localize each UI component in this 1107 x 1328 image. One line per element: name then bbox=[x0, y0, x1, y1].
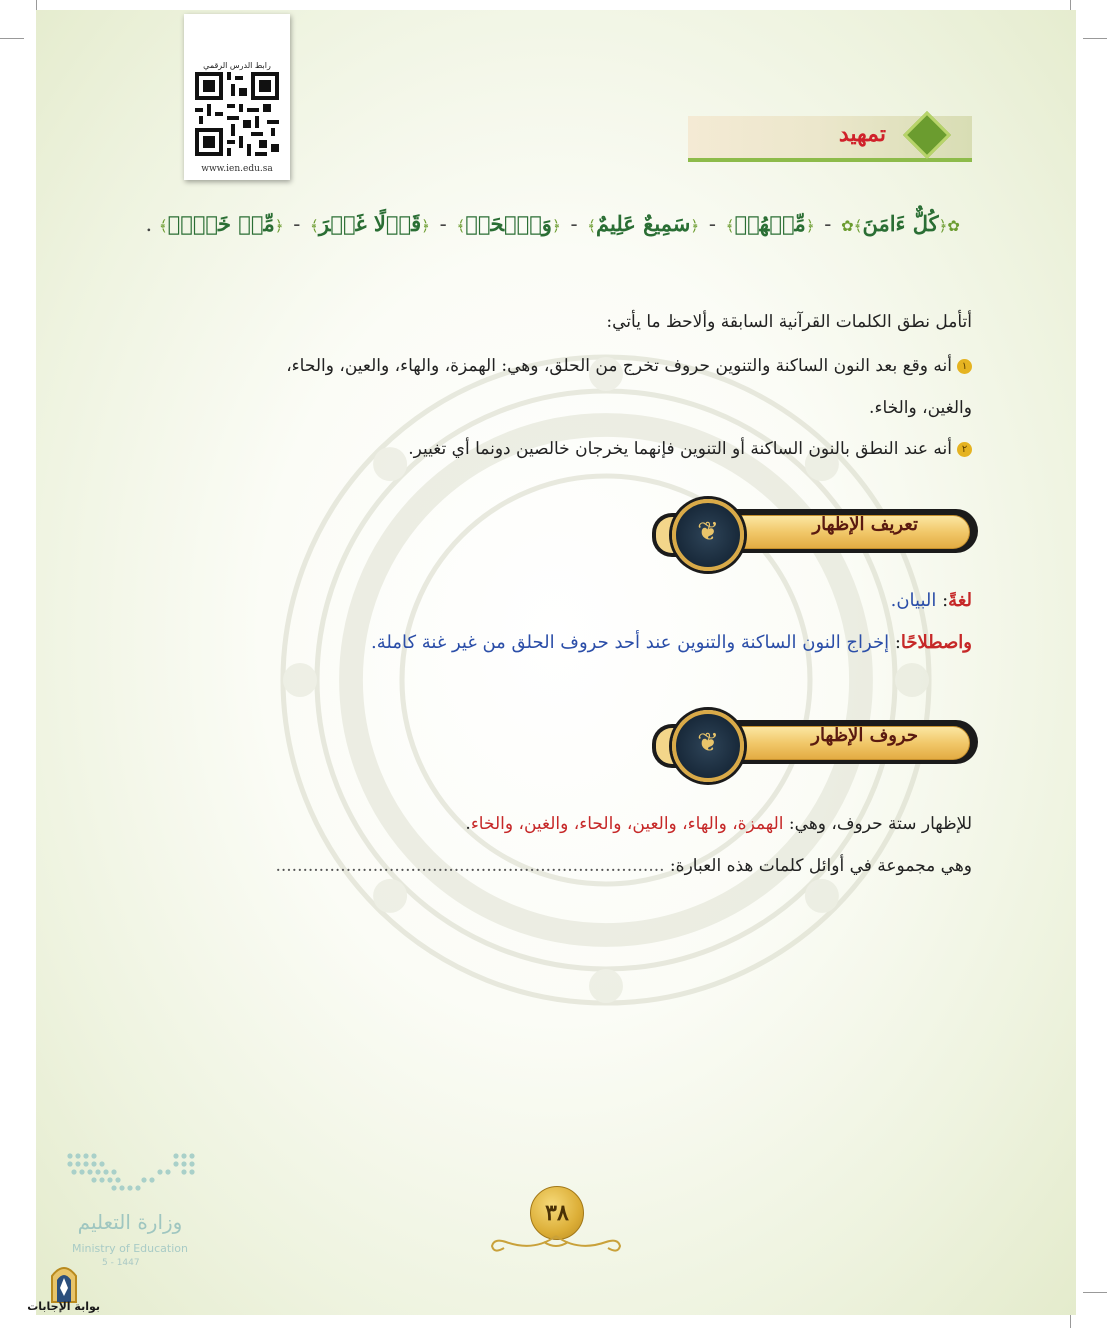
istilah-definition bbox=[371, 632, 972, 653]
grape-vine-medallion-icon: ❦ bbox=[672, 499, 744, 571]
quran-separator: - bbox=[439, 212, 447, 236]
grape-vine-medallion-icon: ❦ bbox=[672, 710, 744, 782]
qr-code-icon[interactable] bbox=[195, 72, 279, 156]
lugha-value: البيان. bbox=[890, 590, 937, 611]
letters-end: . bbox=[465, 814, 471, 834]
page-number-ornament bbox=[484, 1186, 628, 1262]
quran-word-2: ﴿مِّنۡهُمۡ﴾ bbox=[725, 211, 815, 236]
letters-prefix: للإظهار ستة حروف، وهي: bbox=[783, 814, 972, 834]
letters-banner bbox=[652, 710, 978, 776]
swirl-ornament-icon bbox=[484, 1228, 628, 1258]
crop-mark bbox=[0, 38, 24, 39]
ministry-name-arabic: وزارة التعليم bbox=[77, 1210, 183, 1234]
quran-word-4: ﴿وَٱنۡحَرۡ﴾ bbox=[456, 211, 561, 236]
answer-blank[interactable]: ........................................................................ bbox=[275, 856, 665, 876]
ministry-name-english: Ministry of Education bbox=[71, 1242, 188, 1255]
letters-list: الهمزة، والهاء، والعين، والحاء، والغين، والخاء bbox=[470, 814, 784, 834]
quran-words-line bbox=[145, 204, 960, 244]
lugha-label: لغةً bbox=[948, 590, 972, 611]
letters-banner-title: حروف الإظهار bbox=[811, 725, 918, 746]
lugha-definition bbox=[891, 590, 972, 611]
lugha-separator: : bbox=[936, 590, 949, 611]
observation-item-2 bbox=[408, 439, 972, 459]
quran-end-period: . bbox=[145, 212, 153, 236]
letters-line-1 bbox=[465, 814, 972, 834]
quran-word-6: ﴿مِّنۡ خَيۡرٖ﴾ bbox=[158, 211, 284, 236]
star-ornament-icon bbox=[903, 111, 951, 159]
quran-separator: - bbox=[824, 212, 832, 236]
letters-line-2 bbox=[275, 856, 972, 876]
observation-intro: أتأمل نطق الكلمات القرآنية السابقة وألاحظ ما يأتي: bbox=[606, 312, 972, 332]
observation-item-1-text: أنه وقع بعد النون الساكنة والتنوين حروف تخرج من الحلق، وهي: الهمزة، والهاء، والعين، والحاء، bbox=[286, 356, 952, 376]
ministry-logo bbox=[60, 1150, 200, 1275]
qr-card[interactable] bbox=[184, 14, 290, 180]
definition-banner-title: تعريف الإظهار bbox=[812, 514, 918, 535]
quran-word-5: ﴿قَوۡلًا غَيۡرَ﴾ bbox=[310, 211, 430, 236]
quran-word-3: ﴿سَمِيعٌ عَلِيمٌ﴾ bbox=[587, 211, 700, 236]
item-number-badge: ١ bbox=[957, 359, 972, 374]
observation-item-1 bbox=[286, 356, 972, 376]
intro-header bbox=[688, 116, 972, 162]
istilah-separator: : bbox=[889, 632, 901, 653]
intro-title: تمهيد bbox=[838, 121, 886, 147]
letters-phrase-prompt: وهي مجموعة في أوائل كلمات هذه العبارة: bbox=[664, 856, 972, 876]
quran-separator: - bbox=[708, 212, 716, 236]
crop-mark bbox=[1083, 1292, 1107, 1293]
quran-word-1: ✿﴿كُلٌّ ءَامَنَ﴾✿ bbox=[841, 211, 960, 236]
quran-separator: - bbox=[293, 212, 301, 236]
page-number: ٣٨ bbox=[530, 1186, 584, 1240]
quran-separator: - bbox=[570, 212, 578, 236]
ministry-dots-emblem-icon bbox=[64, 1150, 198, 1196]
item-number-badge: ٢ bbox=[957, 442, 972, 457]
definition-banner bbox=[652, 499, 978, 565]
qr-url[interactable]: www.ien.edu.sa bbox=[201, 164, 273, 174]
crop-mark bbox=[1083, 38, 1107, 39]
portal-name[interactable]: بوابة الإجابات bbox=[27, 1300, 100, 1313]
istilah-value: إخراج النون الساكنة والتنوين عند أحد حروف الحلق من غير غنة كاملة. bbox=[370, 632, 890, 653]
portal-logo-icon[interactable] bbox=[44, 1258, 84, 1304]
observation-item-1-continued: والغين، والخاء. bbox=[869, 398, 972, 418]
istilah-label: واصطلاحًا bbox=[900, 632, 972, 653]
observation-item-2-text: أنه عند النطق بالنون الساكنة أو التنوين فإنهما يخرجان خالصين دونما أي تغيير. bbox=[408, 439, 952, 459]
ministry-year: 5 - 1447 bbox=[102, 1258, 140, 1268]
qr-caption: رابط الدرس الرقمي bbox=[203, 61, 271, 70]
